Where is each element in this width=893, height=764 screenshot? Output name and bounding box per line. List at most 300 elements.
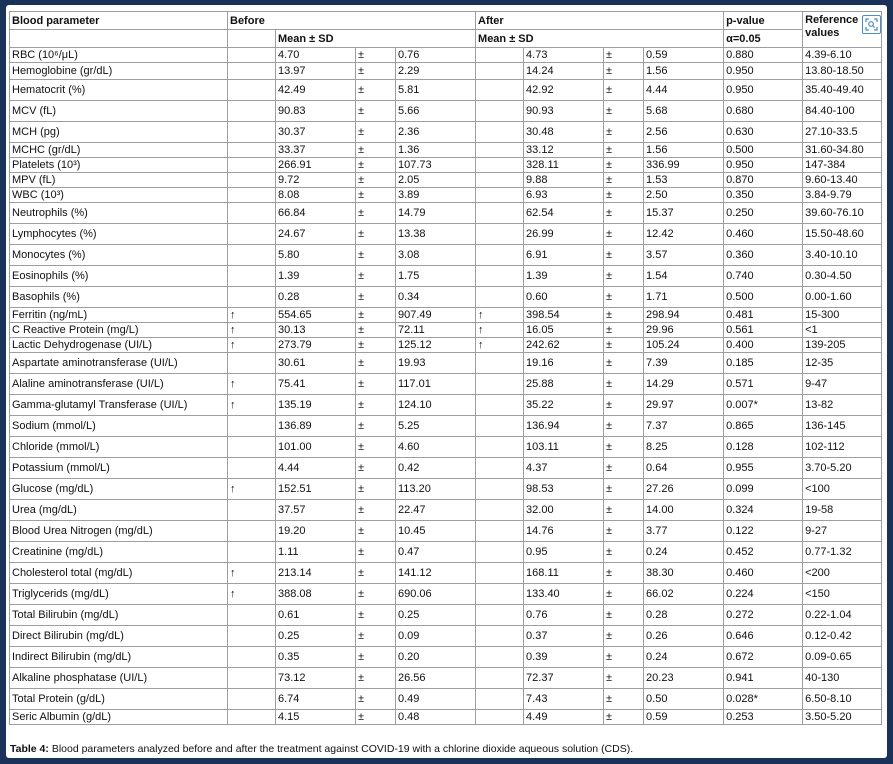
before-pm: ±	[356, 689, 396, 710]
before-pm: ±	[356, 122, 396, 143]
row-parameter-name: Gamma-glutamyl Transferase (UI/L)	[10, 395, 228, 416]
after-up-arrow: ↑	[476, 323, 524, 338]
table-row	[10, 710, 882, 725]
p-value: 0.500	[724, 143, 803, 158]
row-parameter-name: Direct Bilirubin (mg/dL)	[10, 626, 228, 647]
header-blood-parameter: Blood parameter	[10, 12, 228, 30]
before-up-arrow	[228, 287, 276, 308]
p-value: 0.028*	[724, 689, 803, 710]
after-pm: ±	[604, 158, 644, 173]
table-row	[10, 245, 882, 266]
row-parameter-name: Cholesterol total (mg/dL)	[10, 563, 228, 584]
reference-range: <1	[803, 323, 882, 338]
header-p-value: p-value	[724, 12, 803, 30]
after-mean: 242.62	[524, 338, 604, 353]
after-sd: 3.77	[644, 521, 724, 542]
p-value: 0.955	[724, 458, 803, 479]
after-sd: 20.23	[644, 668, 724, 689]
before-up-arrow	[228, 143, 276, 158]
before-up-arrow	[228, 48, 276, 63]
after-up-arrow	[476, 584, 524, 605]
table-row	[10, 353, 882, 374]
table-body	[10, 48, 882, 725]
reference-range: 102-112	[803, 437, 882, 458]
after-pm: ±	[604, 48, 644, 63]
before-up-arrow	[228, 605, 276, 626]
table-row	[10, 500, 882, 521]
after-up-arrow	[476, 416, 524, 437]
after-sd: 0.26	[644, 626, 724, 647]
before-sd: 10.45	[396, 521, 476, 542]
after-pm: ±	[604, 266, 644, 287]
after-up-arrow	[476, 479, 524, 500]
before-pm: ±	[356, 224, 396, 245]
reference-range: 3.70-5.20	[803, 458, 882, 479]
after-pm: ±	[604, 203, 644, 224]
p-value: 0.007*	[724, 395, 803, 416]
reference-range: 31.60-34.80	[803, 143, 882, 158]
after-pm: ±	[604, 626, 644, 647]
after-pm: ±	[604, 80, 644, 101]
row-parameter-name: Chloride (mmol/L)	[10, 437, 228, 458]
after-sd: 0.64	[644, 458, 724, 479]
reference-range: 9.60-13.40	[803, 173, 882, 188]
after-mean: 19.16	[524, 353, 604, 374]
before-pm: ±	[356, 188, 396, 203]
before-sd: 0.34	[396, 287, 476, 308]
p-value: 0.460	[724, 563, 803, 584]
row-parameter-name: Platelets (10³)	[10, 158, 228, 173]
after-up-arrow	[476, 63, 524, 80]
before-pm: ±	[356, 245, 396, 266]
after-up-arrow	[476, 395, 524, 416]
before-sd: 907.49	[396, 308, 476, 323]
after-up-arrow	[476, 353, 524, 374]
reference-range: 39.60-76.10	[803, 203, 882, 224]
before-pm: ±	[356, 584, 396, 605]
after-pm: ±	[604, 338, 644, 353]
before-pm: ±	[356, 437, 396, 458]
before-sd: 1.75	[396, 266, 476, 287]
reference-range: 13-82	[803, 395, 882, 416]
after-pm: ±	[604, 710, 644, 725]
after-up-arrow	[476, 500, 524, 521]
table-row	[10, 647, 882, 668]
before-mean: 1.11	[276, 542, 356, 563]
after-pm: ±	[604, 563, 644, 584]
reference-range: <200	[803, 563, 882, 584]
table-row	[10, 173, 882, 188]
after-pm: ±	[604, 143, 644, 158]
row-parameter-name: Eosinophils (%)	[10, 266, 228, 287]
before-mean: 42.49	[276, 80, 356, 101]
after-sd: 336.99	[644, 158, 724, 173]
after-mean: 0.76	[524, 605, 604, 626]
after-pm: ±	[604, 287, 644, 308]
after-mean: 9.88	[524, 173, 604, 188]
after-up-arrow	[476, 245, 524, 266]
before-up-arrow	[228, 224, 276, 245]
after-sd: 14.00	[644, 500, 724, 521]
after-mean: 328.11	[524, 158, 604, 173]
after-mean: 30.48	[524, 122, 604, 143]
before-up-arrow: ↑	[228, 338, 276, 353]
header-mean-sd-after: Mean ± SD	[476, 30, 724, 48]
before-mean: 30.13	[276, 323, 356, 338]
p-value: 0.250	[724, 203, 803, 224]
p-value: 0.360	[724, 245, 803, 266]
reference-range: 0.22-1.04	[803, 605, 882, 626]
row-parameter-name: Urea (mg/dL)	[10, 500, 228, 521]
before-pm: ±	[356, 338, 396, 353]
before-up-arrow: ↑	[228, 479, 276, 500]
before-up-arrow	[228, 101, 276, 122]
before-mean: 273.79	[276, 338, 356, 353]
before-pm: ±	[356, 63, 396, 80]
before-mean: 9.72	[276, 173, 356, 188]
before-up-arrow: ↑	[228, 395, 276, 416]
before-mean: 152.51	[276, 479, 356, 500]
header-row-1	[10, 12, 882, 30]
row-parameter-name: Glucose (mg/dL)	[10, 479, 228, 500]
before-pm: ±	[356, 323, 396, 338]
before-pm: ±	[356, 143, 396, 158]
after-mean: 398.54	[524, 308, 604, 323]
p-value: 0.740	[724, 266, 803, 287]
table-row	[10, 287, 882, 308]
before-mean: 0.25	[276, 626, 356, 647]
before-sd: 0.09	[396, 626, 476, 647]
table-row	[10, 689, 882, 710]
before-pm: ±	[356, 647, 396, 668]
after-sd: 38.30	[644, 563, 724, 584]
caption-label: Table 4:	[10, 743, 49, 755]
p-value: 0.865	[724, 416, 803, 437]
table-row	[10, 143, 882, 158]
before-up-arrow: ↑	[228, 563, 276, 584]
p-value: 0.630	[724, 122, 803, 143]
before-up-arrow	[228, 203, 276, 224]
after-sd: 1.53	[644, 173, 724, 188]
table-row	[10, 626, 882, 647]
after-mean: 98.53	[524, 479, 604, 500]
before-mean: 30.37	[276, 122, 356, 143]
after-mean: 72.37	[524, 668, 604, 689]
after-mean: 25.88	[524, 374, 604, 395]
after-sd: 0.24	[644, 542, 724, 563]
before-mean: 66.84	[276, 203, 356, 224]
before-mean: 73.12	[276, 668, 356, 689]
after-up-arrow	[476, 605, 524, 626]
row-parameter-name: Creatinine (mg/dL)	[10, 542, 228, 563]
before-sd: 124.10	[396, 395, 476, 416]
before-mean: 37.57	[276, 500, 356, 521]
before-pm: ±	[356, 500, 396, 521]
before-up-arrow	[228, 647, 276, 668]
before-mean: 19.20	[276, 521, 356, 542]
before-up-arrow	[228, 626, 276, 647]
table-row	[10, 323, 882, 338]
header-reference-line1: Reference	[805, 14, 859, 26]
before-mean: 4.15	[276, 710, 356, 725]
after-sd: 12.42	[644, 224, 724, 245]
after-pm: ±	[604, 353, 644, 374]
after-sd: 1.56	[644, 63, 724, 80]
before-up-arrow	[228, 158, 276, 173]
p-value: 0.400	[724, 338, 803, 353]
before-sd: 117.01	[396, 374, 476, 395]
header-row-2	[10, 30, 882, 48]
before-up-arrow	[228, 266, 276, 287]
table-row	[10, 80, 882, 101]
before-mean: 5.80	[276, 245, 356, 266]
p-value: 0.561	[724, 323, 803, 338]
before-sd: 5.66	[396, 101, 476, 122]
before-pm: ±	[356, 158, 396, 173]
after-pm: ±	[604, 188, 644, 203]
after-pm: ±	[604, 173, 644, 188]
after-pm: ±	[604, 458, 644, 479]
after-sd: 1.54	[644, 266, 724, 287]
before-sd: 26.56	[396, 668, 476, 689]
after-pm: ±	[604, 395, 644, 416]
before-up-arrow	[228, 353, 276, 374]
reference-range: 12-35	[803, 353, 882, 374]
after-pm: ±	[604, 500, 644, 521]
reference-range: 15.50-48.60	[803, 224, 882, 245]
after-sd: 2.50	[644, 188, 724, 203]
before-sd: 2.36	[396, 122, 476, 143]
before-sd: 0.48	[396, 710, 476, 725]
before-mean: 6.74	[276, 689, 356, 710]
before-sd: 22.47	[396, 500, 476, 521]
before-sd: 0.49	[396, 689, 476, 710]
after-up-arrow	[476, 689, 524, 710]
table-row	[10, 224, 882, 245]
before-sd: 141.12	[396, 563, 476, 584]
after-sd: 29.96	[644, 323, 724, 338]
after-sd: 0.24	[644, 647, 724, 668]
row-parameter-name: Total Protein (g/dL)	[10, 689, 228, 710]
table-row	[10, 395, 882, 416]
p-value: 0.672	[724, 647, 803, 668]
row-parameter-name: Indirect Bilirubin (mg/dL)	[10, 647, 228, 668]
header-before: Before	[228, 12, 476, 30]
after-sd: 0.28	[644, 605, 724, 626]
before-mean: 0.61	[276, 605, 356, 626]
reference-range: <150	[803, 584, 882, 605]
before-sd: 0.47	[396, 542, 476, 563]
reference-range: 19-58	[803, 500, 882, 521]
row-parameter-name: Hematocrit (%)	[10, 80, 228, 101]
before-up-arrow	[228, 689, 276, 710]
before-mean: 266.91	[276, 158, 356, 173]
after-mean: 6.91	[524, 245, 604, 266]
after-sd: 5.68	[644, 101, 724, 122]
before-mean: 30.61	[276, 353, 356, 374]
reference-range: 136-145	[803, 416, 882, 437]
after-mean: 32.00	[524, 500, 604, 521]
row-parameter-name: Seric Albumin (g/dL)	[10, 710, 228, 725]
before-sd: 72.11	[396, 323, 476, 338]
table-row	[10, 48, 882, 63]
after-pm: ±	[604, 584, 644, 605]
reference-range: 27.10-33.5	[803, 122, 882, 143]
reference-range: 139-205	[803, 338, 882, 353]
table-row	[10, 458, 882, 479]
header-mean-sd-before: Mean ± SD	[276, 30, 476, 48]
before-pm: ±	[356, 287, 396, 308]
row-parameter-name: Triglycerids (mg/dL)	[10, 584, 228, 605]
after-pm: ±	[604, 437, 644, 458]
before-mean: 1.39	[276, 266, 356, 287]
after-sd: 0.59	[644, 48, 724, 63]
row-parameter-name: Lymphocytes (%)	[10, 224, 228, 245]
before-pm: ±	[356, 266, 396, 287]
table-row	[10, 479, 882, 500]
after-pm: ±	[604, 521, 644, 542]
after-sd: 0.50	[644, 689, 724, 710]
before-pm: ±	[356, 668, 396, 689]
after-mean: 62.54	[524, 203, 604, 224]
after-mean: 90.93	[524, 101, 604, 122]
blood-parameters-table	[9, 11, 882, 725]
after-up-arrow	[476, 563, 524, 584]
after-up-arrow	[476, 458, 524, 479]
before-sd: 14.79	[396, 203, 476, 224]
after-mean: 0.95	[524, 542, 604, 563]
row-parameter-name: MCV (fL)	[10, 101, 228, 122]
after-mean: 6.93	[524, 188, 604, 203]
before-up-arrow	[228, 173, 276, 188]
after-mean: 1.39	[524, 266, 604, 287]
table-row	[10, 374, 882, 395]
reference-range: 6.50-8.10	[803, 689, 882, 710]
after-up-arrow	[476, 173, 524, 188]
table-row	[10, 584, 882, 605]
before-mean: 13.97	[276, 63, 356, 80]
before-pm: ±	[356, 542, 396, 563]
after-pm: ±	[604, 689, 644, 710]
after-pm: ±	[604, 374, 644, 395]
after-sd: 2.56	[644, 122, 724, 143]
before-sd: 5.25	[396, 416, 476, 437]
reference-range: 147-384	[803, 158, 882, 173]
after-sd: 29.97	[644, 395, 724, 416]
table-row	[10, 308, 882, 323]
after-mean: 136.94	[524, 416, 604, 437]
row-parameter-name: Potassium (mmol/L)	[10, 458, 228, 479]
table-row	[10, 188, 882, 203]
before-sd: 19.93	[396, 353, 476, 374]
before-pm: ±	[356, 203, 396, 224]
p-value: 0.350	[724, 188, 803, 203]
after-sd: 298.94	[644, 308, 724, 323]
before-sd: 0.20	[396, 647, 476, 668]
after-pm: ±	[604, 323, 644, 338]
before-mean: 24.67	[276, 224, 356, 245]
table-row	[10, 338, 882, 353]
after-up-arrow	[476, 48, 524, 63]
reference-range: 3.84-9.79	[803, 188, 882, 203]
p-value: 0.500	[724, 287, 803, 308]
table-row	[10, 416, 882, 437]
before-mean: 4.70	[276, 48, 356, 63]
row-parameter-name: RBC (10⁶/μL)	[10, 48, 228, 63]
after-pm: ±	[604, 308, 644, 323]
after-up-arrow	[476, 188, 524, 203]
after-up-arrow	[476, 374, 524, 395]
table-row	[10, 437, 882, 458]
row-parameter-name: Neutrophils (%)	[10, 203, 228, 224]
after-up-arrow	[476, 203, 524, 224]
after-pm: ±	[604, 668, 644, 689]
reference-range: 9-47	[803, 374, 882, 395]
before-mean: 0.35	[276, 647, 356, 668]
before-up-arrow: ↑	[228, 374, 276, 395]
table-row	[10, 266, 882, 287]
row-parameter-name: Sodium (mmol/L)	[10, 416, 228, 437]
p-value: 0.571	[724, 374, 803, 395]
before-up-arrow	[228, 542, 276, 563]
after-pm: ±	[604, 479, 644, 500]
before-pm: ±	[356, 101, 396, 122]
after-mean: 0.37	[524, 626, 604, 647]
before-sd: 13.38	[396, 224, 476, 245]
after-mean: 14.24	[524, 63, 604, 80]
before-pm: ±	[356, 353, 396, 374]
after-up-arrow	[476, 143, 524, 158]
after-pm: ±	[604, 245, 644, 266]
before-sd: 3.08	[396, 245, 476, 266]
table-row	[10, 122, 882, 143]
after-mean: 33.12	[524, 143, 604, 158]
after-up-arrow	[476, 224, 524, 245]
before-sd: 125.12	[396, 338, 476, 353]
before-mean: 90.83	[276, 101, 356, 122]
after-up-arrow	[476, 542, 524, 563]
after-mean: 35.22	[524, 395, 604, 416]
zoom-in-icon	[865, 18, 878, 31]
before-pm: ±	[356, 521, 396, 542]
before-sd: 4.60	[396, 437, 476, 458]
before-mean: 388.08	[276, 584, 356, 605]
after-up-arrow	[476, 122, 524, 143]
after-mean: 26.99	[524, 224, 604, 245]
row-parameter-name: MCH (pg)	[10, 122, 228, 143]
row-parameter-name: C Reactive Protein (mg/L)	[10, 323, 228, 338]
p-value: 0.481	[724, 308, 803, 323]
before-pm: ±	[356, 710, 396, 725]
zoom-button[interactable]	[862, 15, 881, 34]
p-value: 0.950	[724, 63, 803, 80]
reference-range: 9-27	[803, 521, 882, 542]
header-alpha: α=0.05	[724, 30, 803, 48]
after-up-arrow	[476, 287, 524, 308]
before-sd: 107.73	[396, 158, 476, 173]
after-up-arrow: ↑	[476, 308, 524, 323]
p-value: 0.185	[724, 353, 803, 374]
p-value: 0.324	[724, 500, 803, 521]
after-mean: 14.76	[524, 521, 604, 542]
after-pm: ±	[604, 647, 644, 668]
p-value: 0.460	[724, 224, 803, 245]
before-pm: ±	[356, 374, 396, 395]
after-sd: 66.02	[644, 584, 724, 605]
after-sd: 0.59	[644, 710, 724, 725]
reference-range: 0.09-0.65	[803, 647, 882, 668]
table-row	[10, 605, 882, 626]
